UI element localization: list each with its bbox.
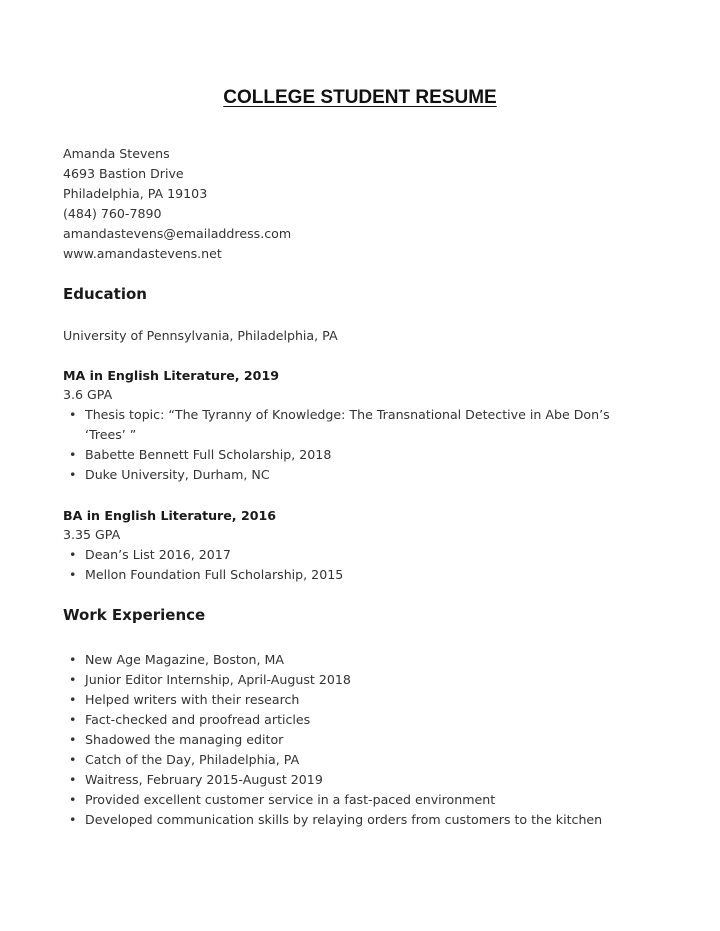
contact-block (63, 144, 291, 264)
bullet-icon: • (69, 547, 77, 562)
list-item (63, 405, 645, 445)
bullet-icon: • (69, 752, 77, 767)
contact-email: amandastevens@emailaddress.com (63, 226, 292, 241)
list-item-text: Catch of the Day, Philadelphia, PA (85, 752, 300, 767)
list-item (63, 690, 602, 710)
list-item (63, 650, 602, 670)
list-item (63, 770, 602, 790)
contact-phone: (484) 760-7890 (63, 206, 162, 221)
degree-title-ma: MA in English Literature, 2019 (63, 368, 279, 383)
work-heading: Work Experience (63, 606, 206, 624)
list-item (63, 810, 602, 830)
education-school: University of Pennsylvania, Philadelphia, PA (63, 328, 338, 343)
bullet-icon: • (69, 407, 77, 422)
bullet-icon: • (69, 467, 77, 482)
list-item (63, 445, 645, 465)
list-item-text: Junior Editor Internship, April-August 2018 (85, 672, 351, 687)
list-item (63, 670, 602, 690)
bullet-icon: • (69, 672, 77, 687)
list-item-text: Waitress, February 2015-August 2019 (85, 772, 323, 787)
bullet-icon: • (69, 712, 77, 727)
degree-gpa-ma: 3.6 GPA (63, 387, 113, 402)
bullet-icon: • (69, 567, 77, 582)
list-item (63, 565, 343, 585)
list-item (63, 790, 602, 810)
bullet-icon: • (69, 772, 77, 787)
contact-name: Amanda Stevens (63, 146, 170, 161)
list-item (63, 465, 645, 485)
education-heading: Education (63, 285, 147, 303)
list-item-text: Provided excellent customer service in a fast-paced environment (85, 792, 496, 807)
bullet-icon: • (69, 792, 77, 807)
work-experience-list (63, 650, 602, 830)
contact-city: Philadelphia, PA 19103 (63, 186, 208, 201)
bullet-icon: • (69, 732, 77, 747)
list-item-text: New Age Magazine, Boston, MA (85, 652, 284, 667)
degree-title-ba: BA in English Literature, 2016 (63, 508, 277, 523)
degree-details-ba (63, 545, 343, 585)
bullet-icon: • (69, 692, 77, 707)
bullet-icon: • (69, 652, 77, 667)
list-item (63, 730, 602, 750)
list-item-text: Developed communication skills by relaying orders from customers to the kitchen (85, 812, 603, 827)
degree-gpa-ba: 3.35 GPA (63, 527, 121, 542)
list-item (63, 750, 602, 770)
degree-details-ma (63, 405, 645, 485)
list-item-text: Duke University, Durham, NC (85, 467, 270, 482)
list-item-text: Thesis topic: “The Tyranny of Knowledge: The Transnational Detective in Abe Don’s ‘Trees’ ” (85, 407, 610, 442)
contact-street: 4693 Bastion Drive (63, 166, 184, 181)
contact-website: www.amandastevens.net (63, 246, 222, 261)
list-item-text: Dean’s List 2016, 2017 (85, 547, 231, 562)
list-item-text: Shadowed the managing editor (85, 732, 284, 747)
list-item (63, 545, 343, 565)
list-item-text: Fact-checked and proofread articles (85, 712, 311, 727)
list-item (63, 710, 602, 730)
bullet-icon: • (69, 447, 77, 462)
document-title: COLLEGE STUDENT RESUME (223, 87, 497, 108)
list-item-text: Babette Bennett Full Scholarship, 2018 (85, 447, 332, 462)
list-item-text: Helped writers with their research (85, 692, 300, 707)
list-item-text: Mellon Foundation Full Scholarship, 2015 (85, 567, 344, 582)
bullet-icon: • (69, 812, 77, 827)
